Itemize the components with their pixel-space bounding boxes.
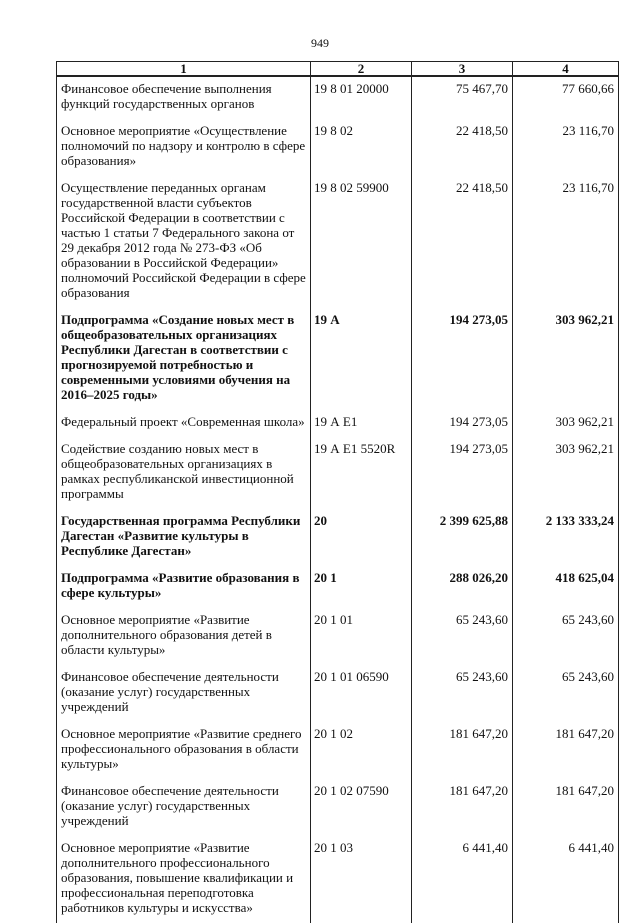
row-name-cell: Финансовое обеспечение деятельности (оказание услуг) государственных учреждений bbox=[57, 779, 311, 836]
table-row bbox=[57, 410, 619, 437]
row-value-col4-cell: 23 116,70 bbox=[513, 176, 619, 308]
row-name-cell: Основное мероприятие «Развитие дополнительного профессионального образования, повышение квалификации и профессиональная переподготовка работников культуры и искусства» bbox=[57, 836, 311, 923]
row-value-col4-cell: 303 962,21 bbox=[513, 410, 619, 437]
row-value-col4-cell: 65 243,60 bbox=[513, 608, 619, 665]
row-value-col3-cell: 181 647,20 bbox=[412, 722, 513, 779]
row-value-col4-cell: 303 962,21 bbox=[513, 437, 619, 509]
table-row bbox=[57, 566, 619, 608]
row-name-cell: Осуществление переданных органам государственной власти субъектов Российской Федерации в соответствии с частью 1 статьи 7 Федерального закона от 29 декабря 2012 года № 273-ФЗ «Об образовании в Российской Федерации» полномочий Российской Федерации в сфере образования bbox=[57, 176, 311, 308]
row-value-col3-cell: 194 273,05 bbox=[412, 437, 513, 509]
table-row bbox=[57, 119, 619, 176]
row-name-cell: Финансовое обеспечение деятельности (оказание услуг) государственных учреждений bbox=[57, 665, 311, 722]
column-header-1: 1 bbox=[57, 62, 311, 77]
table-header-row bbox=[57, 62, 619, 77]
row-name-cell: Основное мероприятие «Осуществление полномочий по надзору и контролю в сфере образования» bbox=[57, 119, 311, 176]
row-value-col3-cell: 2 399 625,88 bbox=[412, 509, 513, 566]
row-name-cell: Содействие созданию новых мест в общеобразовательных организациях в рамках республиканской инвестиционной программы bbox=[57, 437, 311, 509]
row-code-cell: 19 8 02 bbox=[311, 119, 412, 176]
table-body bbox=[57, 76, 619, 923]
row-code-cell: 20 1 bbox=[311, 566, 412, 608]
row-value-col3-cell: 194 273,05 bbox=[412, 308, 513, 410]
column-header-2: 2 bbox=[311, 62, 412, 77]
table-row bbox=[57, 76, 619, 119]
row-code-cell: 20 bbox=[311, 509, 412, 566]
row-value-col3-cell: 22 418,50 bbox=[412, 176, 513, 308]
row-code-cell: 20 1 02 bbox=[311, 722, 412, 779]
row-value-col3-cell: 75 467,70 bbox=[412, 76, 513, 119]
row-value-col3-cell: 181 647,20 bbox=[412, 779, 513, 836]
row-value-col4-cell: 2 133 333,24 bbox=[513, 509, 619, 566]
row-value-col4-cell: 23 116,70 bbox=[513, 119, 619, 176]
row-name-cell: Финансовое обеспечение выполнения функций государственных органов bbox=[57, 76, 311, 119]
row-value-col3-cell: 194 273,05 bbox=[412, 410, 513, 437]
row-code-cell: 19 А Е1 bbox=[311, 410, 412, 437]
row-name-cell: Федеральный проект «Современная школа» bbox=[57, 410, 311, 437]
row-code-cell: 19 А Е1 5520R bbox=[311, 437, 412, 509]
row-value-col4-cell: 418 625,04 bbox=[513, 566, 619, 608]
column-header-4: 4 bbox=[513, 62, 619, 77]
table-row bbox=[57, 722, 619, 779]
table-row bbox=[57, 608, 619, 665]
row-value-col4-cell: 181 647,20 bbox=[513, 722, 619, 779]
table-row bbox=[57, 176, 619, 308]
row-code-cell: 19 8 01 20000 bbox=[311, 76, 412, 119]
row-code-cell: 20 1 01 06590 bbox=[311, 665, 412, 722]
table-row bbox=[57, 437, 619, 509]
row-value-col4-cell: 77 660,66 bbox=[513, 76, 619, 119]
row-code-cell: 19 8 02 59900 bbox=[311, 176, 412, 308]
page-number: 949 bbox=[311, 36, 329, 50]
row-value-col3-cell: 65 243,60 bbox=[412, 665, 513, 722]
row-code-cell: 20 1 01 bbox=[311, 608, 412, 665]
row-value-col3-cell: 288 026,20 bbox=[412, 566, 513, 608]
row-value-col4-cell: 303 962,21 bbox=[513, 308, 619, 410]
row-name-cell: Основное мероприятие «Развитие дополнительного образования детей в области культуры» bbox=[57, 608, 311, 665]
table-row bbox=[57, 836, 619, 923]
row-value-col4-cell: 181 647,20 bbox=[513, 779, 619, 836]
budget-table bbox=[56, 61, 619, 923]
row-name-cell: Основное мероприятие «Развитие среднего профессионального образования в области культуры» bbox=[57, 722, 311, 779]
row-value-col3-cell: 22 418,50 bbox=[412, 119, 513, 176]
row-name-cell: Подпрограмма «Развитие образования в сфере культуры» bbox=[57, 566, 311, 608]
table-row bbox=[57, 779, 619, 836]
table-row bbox=[57, 665, 619, 722]
row-name-cell: Государственная программа Республики Дагестан «Развитие культуры в Республике Дагестан» bbox=[57, 509, 311, 566]
row-value-col4-cell: 6 441,40 bbox=[513, 836, 619, 923]
row-value-col3-cell: 65 243,60 bbox=[412, 608, 513, 665]
table-row bbox=[57, 509, 619, 566]
row-value-col4-cell: 65 243,60 bbox=[513, 665, 619, 722]
row-value-col3-cell: 6 441,40 bbox=[412, 836, 513, 923]
table-row bbox=[57, 308, 619, 410]
row-code-cell: 19 А bbox=[311, 308, 412, 410]
column-header-3: 3 bbox=[412, 62, 513, 77]
row-name-cell: Подпрограмма «Создание новых мест в общеобразовательных организациях Республики Дагестан в соответствии с прогнозируемой потребностью и современными условиями обучения на 2016–2025 годы» bbox=[57, 308, 311, 410]
row-code-cell: 20 1 03 bbox=[311, 836, 412, 923]
row-code-cell: 20 1 02 07590 bbox=[311, 779, 412, 836]
